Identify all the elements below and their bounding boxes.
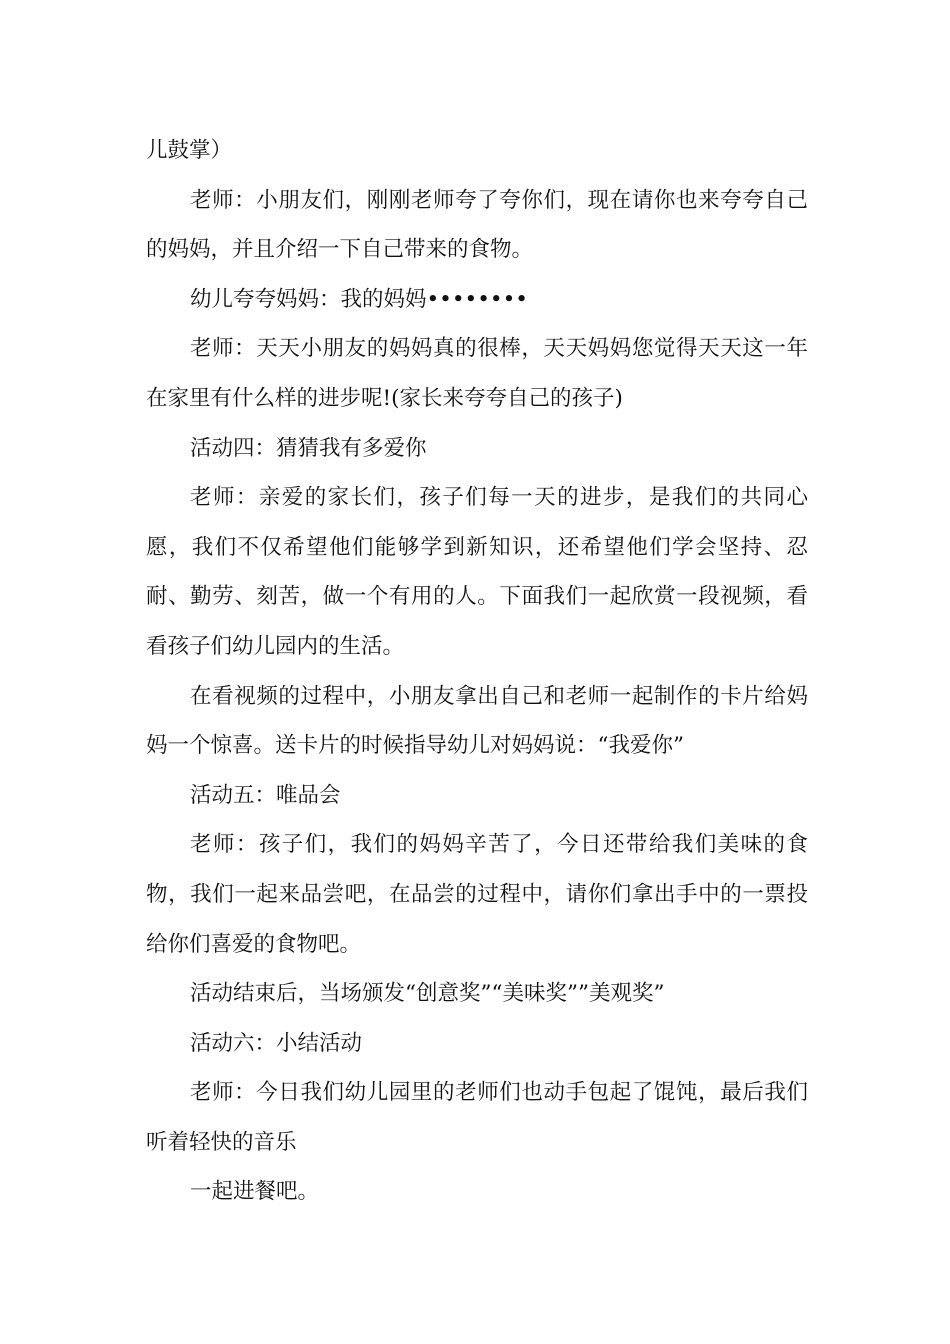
paragraph: 儿鼓掌） [146, 138, 233, 163]
paragraph: 老师：小朋友们，刚刚老师夸了夸你们，现在请你也来夸夸自己的妈妈，并且介绍一下自己带来的食物。 [146, 187, 808, 263]
paragraph: 老师：天天小朋友的妈妈真的很棒，天天妈妈您觉得天天这一年在家里有什么样的进步呢!(家长来夸夸自己的孩子) [146, 336, 808, 411]
section-heading: 活动六：小结活动 [190, 1030, 363, 1056]
paragraph: 老师：孩子们，我们的妈妈辛苦了，今日还带给我们美味的食物，我们一起来品尝吧，在品尝的过程中，请你们拿出手中的一票投给你们喜爱的食物吧。 [146, 832, 808, 957]
paragraph: 活动结束后，当场颁发“创意奖”“美味奖””美观奖” [190, 981, 665, 1007]
paragraph: 幼儿夸夸妈妈：我的妈妈•••••••• [190, 286, 528, 312]
section-heading: 活动五：唯品会 [190, 782, 341, 808]
section-heading: 活动四：猜猜我有多爱你 [190, 435, 427, 461]
paragraph: 老师：亲爱的家长们，孩子们每一天的进步，是我们的共同心愿，我们不仅希望他们能够学到新知识，还希望他们学会坚持、忍耐、勤劳、刻苦，做一个有用的人。下面我们一起欣赏一段视频，看看孩子们幼儿园内的生活。 [146, 485, 808, 659]
paragraph: 在看视频的过程中，小朋友拿出自己和老师一起制作的卡片给妈妈一个惊喜。送卡片的时候指导幼儿对妈妈说：“我爱你” [146, 683, 808, 759]
paragraph: 老师：今日我们幼儿园里的老师们也动手包起了馄饨，最后我们听着轻快的音乐 [146, 1080, 808, 1155]
document-body [146, 126, 808, 1217]
paragraph: 一起进餐吧。 [190, 1179, 320, 1205]
